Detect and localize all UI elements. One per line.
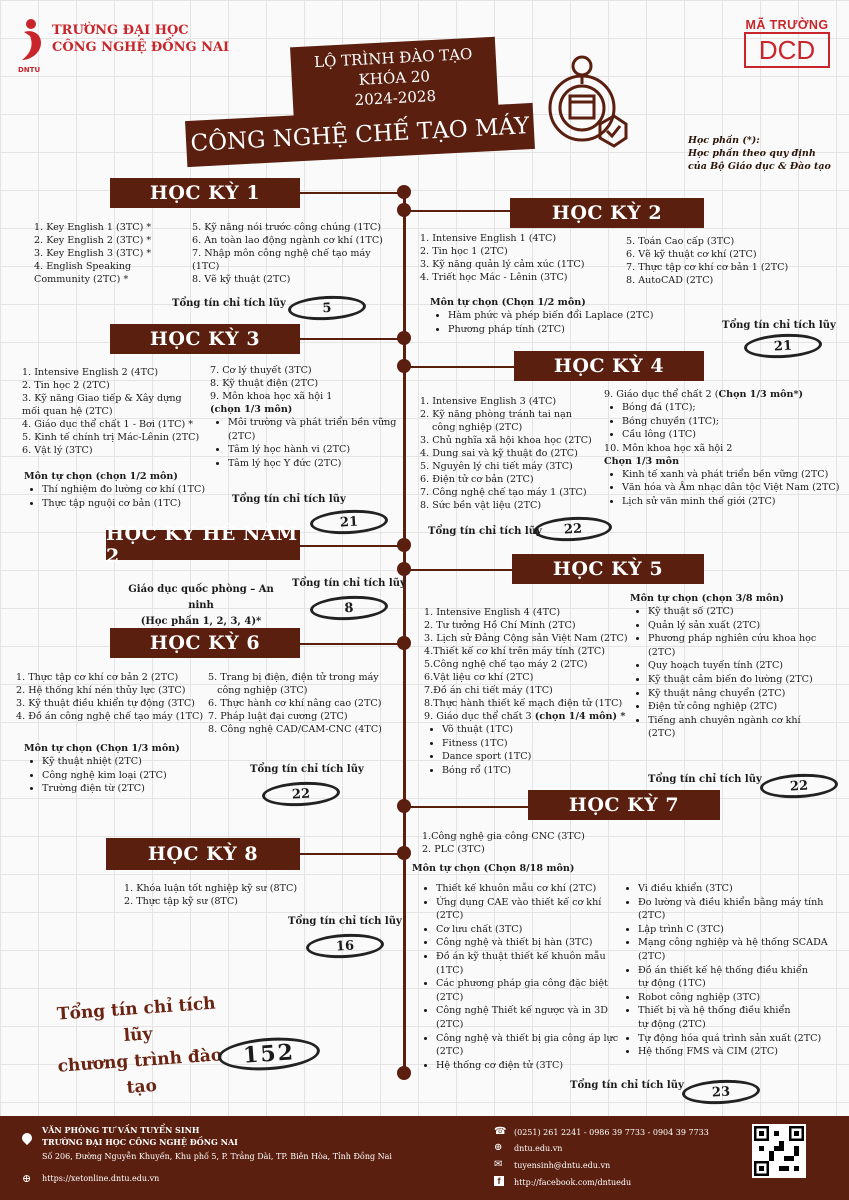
s6-elective: • Trường điện từ (2TC) bbox=[42, 782, 180, 796]
s5-course: 4.Thiết kế cơ khí trên máy tính (2TC) bbox=[424, 646, 605, 657]
s3-course: 7. Cơ lý thuyết (3TC) bbox=[210, 365, 312, 376]
credit-label: Tổng tín chỉ tích lũy bbox=[722, 320, 836, 331]
s1-course: 7. Nhập môn công nghệ chế tạo máy bbox=[192, 248, 371, 259]
s6-course: 8. Công nghệ CAD/CAM-CNC (4TC) bbox=[208, 724, 382, 735]
school-name-line2: CÔNG NGHỆ ĐỒNG NAI bbox=[52, 40, 230, 55]
footer-school: TRƯỜNG ĐẠI HỌC CÔNG NGHỆ ĐỒNG NAI bbox=[42, 1137, 238, 1147]
footer-xetonline-link[interactable]: https://xetonline.dntu.edu.vn bbox=[42, 1174, 160, 1183]
s7-elective: • Mạng công nghiệp và hệ thống SCADA bbox=[638, 936, 828, 950]
s4-social-option: • Văn hóa và Âm nhạc dân tộc Việt Nam (2TC) bbox=[622, 481, 840, 495]
credit-label: Tổng tín chỉ tích lũy bbox=[428, 526, 542, 537]
s2-course: 6. Vẽ kỹ thuật cơ khí (2TC) bbox=[626, 249, 757, 260]
s2-course: 3. Kỹ năng quản lý cảm xúc (1TC) bbox=[420, 259, 585, 270]
s7-elective: • Lập trình C (3TC) bbox=[638, 923, 828, 937]
s5-course: 3. Lịch sử Đảng Cộng sản Việt Nam (2TC) bbox=[424, 633, 628, 644]
email-icon: ✉ bbox=[494, 1159, 503, 1170]
s7-elective-cont: (2TC) bbox=[436, 1018, 464, 1030]
s5-elective: • Kỹ thuật cảm biến đo lường (2TC) bbox=[648, 673, 816, 687]
phone-icon: ☎ bbox=[494, 1126, 507, 1137]
s7-elective: • Các phương pháp gia công đặc biệt bbox=[436, 977, 618, 991]
s7-elective: • Đồ án thiết kế hệ thống điều khiển bbox=[638, 964, 828, 978]
s3-course: 1. Intensive English 2 (4TC) bbox=[22, 367, 159, 378]
s4-course: 7. Công nghệ chế tạo máy 1 (3TC) bbox=[420, 487, 587, 498]
footer-facebook-link[interactable]: http://facebook.com/dntuedu bbox=[514, 1178, 632, 1187]
s4-pe-head: 9. Giáo dục thể chất 2 ( bbox=[604, 389, 719, 400]
s5-course: 8.Thực hành thiết kế mạch điện tử (1TC) bbox=[424, 698, 623, 709]
s2-course: 1. Intensive English 1 (4TC) bbox=[420, 233, 557, 244]
s7-elective: • Hệ thống FMS và CIM (2TC) bbox=[638, 1045, 828, 1059]
s4-course: 5. Nguyên lý chi tiết máy (3TC) bbox=[420, 461, 573, 472]
school-abbr: DNTU bbox=[18, 66, 41, 74]
semester-3-banner bbox=[110, 324, 300, 354]
s2-course: 7. Thực tập cơ khí cơ bản 1 (2TC) bbox=[626, 262, 789, 273]
s6-elective-title: Môn tự chọn (Chọn 1/3 môn) bbox=[24, 743, 180, 754]
s5-pe-option: • Võ thuật (1TC) bbox=[442, 723, 628, 737]
s7-elective-cont: (2TC) bbox=[638, 950, 666, 962]
s5-pe-option: • Fitness (1TC) bbox=[442, 737, 628, 751]
s4-pe-option: • Bóng đá (1TC); bbox=[622, 401, 840, 415]
note-line2: Học phần theo quy định bbox=[688, 148, 816, 159]
s7-elective: • Đo lường và điều khiển bằng máy tính bbox=[638, 896, 828, 910]
s3-option: • Tâm lý học Y đức (2TC) bbox=[228, 457, 396, 471]
s6-course: 5. Trang bị điện, điện tử trong máy bbox=[208, 672, 379, 683]
web-icon: ⊕ bbox=[494, 1142, 503, 1153]
semester-4-banner bbox=[514, 351, 704, 381]
s5-elective: • Phương pháp nghiên cứu khoa học bbox=[648, 632, 816, 646]
s6-credits: 22 bbox=[261, 780, 340, 808]
summer-line2: (Học phần 1, 2, 3, 4)* bbox=[140, 616, 262, 627]
semester-6-title: HỌC KỲ 6 bbox=[149, 632, 261, 654]
s5-course: 7.Đồ án chi tiết máy (1TC) bbox=[424, 685, 553, 696]
s7-elective-cont: (2TC) bbox=[436, 991, 464, 1003]
s3-option: • Môi trường và phát triển bền vững bbox=[228, 416, 396, 430]
s7-elective: • Robot công nghiệp (3TC) bbox=[638, 991, 828, 1005]
s4-social-option: • Kinh tế xanh và phát triển bền vững (2TC) bbox=[622, 468, 840, 482]
s1-course: 6. An toàn lao động ngành cơ khí (1TC) bbox=[192, 235, 383, 246]
s3-option: • Tâm lý học hành vi (2TC) bbox=[228, 443, 396, 457]
major-banner bbox=[185, 103, 535, 167]
credit-label: Tổng tín chỉ tích lũy bbox=[570, 1080, 684, 1091]
s7-elective: • Cơ lưu chất (3TC) bbox=[436, 923, 618, 937]
header-line3: 2024-2028 bbox=[354, 86, 437, 110]
s1-course: 2. Key English 2 (3TC) * bbox=[34, 235, 152, 246]
s3-course: 9. Môn khoa học xã hội 1 bbox=[210, 391, 333, 402]
total-line1: Tổng tín chỉ tích lũy bbox=[56, 993, 217, 1047]
semester-3-title: HỌC KỲ 3 bbox=[149, 328, 261, 350]
s1-credits: 5 bbox=[287, 294, 366, 322]
s3-course: 4. Giáo dục thể chất 1 - Bơi (1TC) * bbox=[22, 419, 194, 430]
credit-label: Tổng tín chỉ tích lũy bbox=[292, 578, 406, 589]
semester-7-title: HỌC KỲ 7 bbox=[568, 794, 680, 816]
school-code-label: MÃ TRƯỜNG bbox=[745, 18, 829, 32]
semester-6-banner bbox=[110, 628, 300, 658]
s3-course: 2. Tin học 2 (2TC) bbox=[22, 380, 110, 391]
s2-elective: • Hàm phức và phép biến đổi Laplace (2TC) bbox=[448, 309, 653, 323]
s2-course: 2. Tin học 1 (2TC) bbox=[420, 246, 508, 257]
semester-1-banner bbox=[110, 178, 300, 208]
summer-banner bbox=[106, 523, 300, 567]
s5-pe-option: • Dance sport (1TC) bbox=[442, 750, 628, 764]
s6-course: 7. Pháp luật đại cương (2TC) bbox=[208, 711, 348, 722]
s7-elective-cont: (1TC) bbox=[436, 964, 464, 976]
s4-pe-head-bold: Chọn 1/3 môn*) bbox=[718, 389, 804, 400]
s1-course: Community (2TC) * bbox=[34, 274, 129, 285]
footer-email-link[interactable]: tuyensinh@dntu.edu.vn bbox=[514, 1161, 611, 1170]
s2-credits: 21 bbox=[743, 332, 822, 360]
footer bbox=[0, 1116, 849, 1200]
s5-elective-cont: (2TC) bbox=[648, 728, 676, 740]
s4-pe-option: • Bóng chuyền (1TC); bbox=[622, 415, 840, 429]
s3-elective: • Thí nghiệm đo lường cơ khí (1TC) bbox=[42, 483, 205, 497]
s4-pe-option: • Cầu lông (1TC) bbox=[622, 428, 840, 442]
s7-elective: • Thiết kế khuôn mẫu cơ khí (2TC) bbox=[436, 882, 618, 896]
s5-pe-option: • Bóng rổ (1TC) bbox=[442, 764, 628, 778]
qr-code bbox=[752, 1124, 806, 1178]
s5-elective: • Điện tử công nghiệp (2TC) bbox=[648, 700, 816, 714]
header-line2: KHÓA 20 bbox=[358, 67, 431, 89]
s5-pe-head: 9. Giáo dục thể chất 3 bbox=[424, 711, 535, 722]
s2-course: 8. AutoCAD (2TC) bbox=[626, 275, 714, 286]
s5-course: 1. Intensive English 4 (4TC) bbox=[424, 607, 561, 618]
s5-course: 6.Vật liệu cơ khí (2TC) bbox=[424, 672, 534, 683]
header-line1: LỘ TRÌNH ĐÀO TẠO bbox=[313, 44, 473, 72]
s6-course: 4. Đồ án công nghệ chế tạo máy (1TC) bbox=[16, 711, 204, 722]
s1-course: 3. Key English 3 (3TC) * bbox=[34, 248, 152, 259]
s5-elective: • Tiếng anh chuyên ngành cơ khí bbox=[648, 714, 816, 728]
s5-pe-head-bold: (chọn 1/4 môn) * bbox=[534, 711, 626, 722]
semester-1-title: HỌC KỲ 1 bbox=[149, 182, 261, 204]
s4-social-sub: Chọn 1/3 môn bbox=[604, 455, 680, 467]
s1-course: (1TC) bbox=[192, 261, 220, 272]
s6-elective: • Kỹ thuật nhiệt (2TC) bbox=[42, 755, 180, 769]
globe-icon: ⊕ bbox=[22, 1172, 32, 1185]
summer-credits: 8 bbox=[309, 594, 388, 622]
s5-course: 5.Công nghệ chế tạo máy 2 (2TC) bbox=[424, 659, 588, 670]
semester-7-banner bbox=[528, 790, 720, 820]
s6-course: công nghiệp (3TC) bbox=[208, 685, 308, 696]
s7-elective: • Tự động hóa quá trình sản xuất (2TC) bbox=[638, 1032, 828, 1046]
s5-elective-title: Môn tự chọn (chọn 3/8 môn) bbox=[630, 593, 784, 604]
semester-5-title: HỌC KỲ 5 bbox=[552, 558, 664, 580]
s4-social-head: 10. Môn khoa học xã hội 2 bbox=[604, 442, 733, 454]
credit-label: Tổng tín chỉ tích lũy bbox=[172, 298, 286, 309]
footer-phone: (0251) 261 2241 - 0986 39 7733 - 0904 39 7733 bbox=[514, 1128, 709, 1137]
location-icon bbox=[20, 1131, 34, 1145]
semester-8-title: HỌC KỲ 8 bbox=[147, 843, 259, 865]
s8-credits: 16 bbox=[305, 932, 384, 960]
s4-credits: 22 bbox=[533, 515, 612, 543]
s3-elective: • Thực tập nguội cơ bản (1TC) bbox=[42, 497, 205, 511]
note-line1: Học phần (*): bbox=[688, 135, 760, 146]
s5-course: 2. Tư tưởng Hồ Chí Minh (2TC) bbox=[424, 620, 576, 631]
s1-course: 8. Vẽ kỹ thuật (2TC) bbox=[192, 274, 291, 285]
note-line3: của Bộ Giáo dục & Đào tạo bbox=[688, 161, 831, 172]
s2-elective: • Phương pháp tính (2TC) bbox=[448, 323, 653, 337]
s7-elective-cont: (2TC) bbox=[436, 910, 464, 922]
s7-elective: • Đồ án kỹ thuật thiết kế khuôn mẫu bbox=[436, 950, 618, 964]
s4-course: 4. Dung sai và kỹ thuật đo (2TC) bbox=[420, 448, 578, 459]
s3-course: 8. Kỹ thuật điện (2TC) bbox=[210, 378, 319, 389]
credit-label: Tổng tín chỉ tích lũy bbox=[250, 764, 364, 775]
s5-elective: • Kỹ thuật nâng chuyển (2TC) bbox=[648, 687, 816, 701]
footer-web-link[interactable]: dntu.edu.vn bbox=[514, 1144, 563, 1153]
s7-elective-cont: (2TC) bbox=[638, 910, 666, 922]
s3-credits: 21 bbox=[309, 508, 388, 536]
summer-title: HỌC KỲ HÈ NĂM 2 bbox=[106, 523, 298, 567]
s4-social-option: • Lịch sử văn minh thế giới (2TC) bbox=[622, 495, 840, 509]
semester-2-banner bbox=[510, 198, 704, 228]
major-title: CÔNG NGHỆ CHẾ TẠO MÁY bbox=[189, 113, 531, 157]
s5-elective: • Quy hoạch tuyến tính (2TC) bbox=[648, 659, 816, 673]
s7-elective: • Vi điều khiển (3TC) bbox=[638, 882, 828, 896]
s8-course: 2. Thực tập kỹ sư (8TC) bbox=[124, 896, 238, 907]
credit-label: Tổng tín chỉ tích lũy bbox=[648, 774, 762, 785]
s7-elective: • Ứng dụng CAE vào thiết kế cơ khí bbox=[436, 896, 618, 910]
s6-course: 6. Thực hành cơ khí nâng cao (2TC) bbox=[208, 698, 382, 709]
s4-course: 6. Điện tử cơ bản (2TC) bbox=[420, 474, 534, 485]
s4-course: 8. Sức bền vật liệu (2TC) bbox=[420, 500, 542, 511]
s4-course: 3. Chủ nghĩa xã hội khoa học (2TC) bbox=[420, 435, 592, 446]
total-line2: chương trình đào tạo bbox=[57, 1045, 223, 1098]
s7-course: 1.Công nghệ gia công CNC (3TC) bbox=[422, 831, 585, 842]
credit-label: Tổng tín chỉ tích lũy bbox=[232, 494, 346, 505]
s7-elective: • Hệ thống cơ điện tử (3TC) bbox=[436, 1059, 618, 1073]
s7-course: 2. PLC (3TC) bbox=[422, 844, 485, 855]
s5-elective-cont: (2TC) bbox=[648, 646, 676, 658]
s2-course: 4. Triết học Mác - Lênin (3TC) bbox=[420, 272, 568, 283]
s3-sub-title: (chọn 1/3 môn) bbox=[210, 404, 293, 415]
s3-course: 3. Kỹ năng Giao tiếp & Xây dựng bbox=[22, 393, 182, 404]
s7-elective-cont: tự động (2TC) bbox=[638, 1018, 706, 1030]
s8-course: 1. Khóa luận tốt nghiệp kỹ sư (8TC) bbox=[124, 883, 298, 894]
s6-course: 1. Thực tập cơ khí cơ bản 2 (2TC) bbox=[16, 672, 179, 683]
s4-course: công nghiệp (2TC) bbox=[432, 422, 523, 433]
s4-course: 2. Kỹ năng phòng tránh tai nạn bbox=[420, 409, 572, 420]
s7-credits: 23 bbox=[681, 1078, 760, 1106]
gear-box-icon bbox=[538, 52, 634, 156]
s5-credits: 22 bbox=[759, 772, 838, 800]
facebook-icon: f bbox=[494, 1176, 504, 1186]
s2-elective-title: Môn tự chọn (Chọn 1/2 môn) bbox=[430, 297, 586, 308]
school-name-line1: TRƯỜNG ĐẠI HỌC bbox=[52, 23, 189, 38]
s7-elective: • Công nghệ Thiết kế ngược và in 3D bbox=[436, 1004, 618, 1018]
semester-4-title: HỌC KỲ 4 bbox=[553, 355, 665, 377]
s5-elective: • Kỹ thuật số (2TC) bbox=[648, 605, 816, 619]
semester-5-banner bbox=[512, 554, 704, 584]
s1-course: 4. English Speaking bbox=[34, 261, 132, 272]
school-logo bbox=[18, 18, 48, 74]
s6-elective: • Công nghệ kim loại (2TC) bbox=[42, 769, 180, 783]
s7-elective-title: Môn tự chọn (Chọn 8/18 môn) bbox=[412, 863, 575, 874]
s5-elective: • Quản lý sản xuất (2TC) bbox=[648, 619, 816, 633]
s3-option-cont: (2TC) bbox=[228, 430, 256, 442]
s3-elective-title: Môn tự chọn (chọn 1/2 môn) bbox=[24, 471, 178, 482]
s7-elective-cont: tự động (1TC) bbox=[638, 978, 706, 990]
school-code-value: DCD bbox=[744, 32, 830, 68]
s6-course: 2. Hệ thống khí nén thủy lực (3TC) bbox=[16, 685, 186, 696]
s7-elective: • Công nghệ và thiết bị gia công áp lực bbox=[436, 1032, 618, 1046]
s2-course: 5. Toán Cao cấp (3TC) bbox=[626, 236, 735, 247]
credit-label: Tổng tín chỉ tích lũy bbox=[288, 916, 402, 927]
semester-2-title: HỌC KỲ 2 bbox=[551, 202, 663, 224]
footer-office: VĂN PHÒNG TƯ VẤN TUYỂN SINH bbox=[42, 1125, 200, 1135]
s7-elective-cont: (2TC) bbox=[436, 1046, 464, 1058]
footer-address: Số 206, Đường Nguyễn Khuyến, Khu phố 5, P. Trảng Dài, TP. Biên Hòa, Tỉnh Đồng Nai bbox=[42, 1152, 392, 1161]
total-credits: 152 bbox=[217, 1034, 321, 1073]
s4-course: 1. Intensive English 3 (4TC) bbox=[420, 396, 557, 407]
s3-course: 5. Kinh tế chính trị Mác-Lênin (2TC) bbox=[22, 432, 200, 443]
s3-course: 6. Vật lý (3TC) bbox=[22, 445, 93, 456]
s7-elective: • Thiết bị và hệ thống điều khiển bbox=[638, 1004, 828, 1018]
s1-course: 5. Kỹ năng nói trước công chúng (1TC) bbox=[192, 222, 381, 233]
semester-8-banner bbox=[106, 838, 300, 870]
summer-line1: Giáo dục quốc phòng – An ninh bbox=[128, 584, 274, 611]
s6-course: 3. Kỹ thuật điều khiển tự động (3TC) bbox=[16, 698, 195, 709]
s7-elective: • Công nghệ và thiết bị hàn (3TC) bbox=[436, 936, 618, 950]
s1-course: 1. Key English 1 (3TC) * bbox=[34, 222, 152, 233]
s3-course: mối quan hệ (2TC) bbox=[22, 406, 113, 417]
timeline-line bbox=[403, 186, 406, 1072]
